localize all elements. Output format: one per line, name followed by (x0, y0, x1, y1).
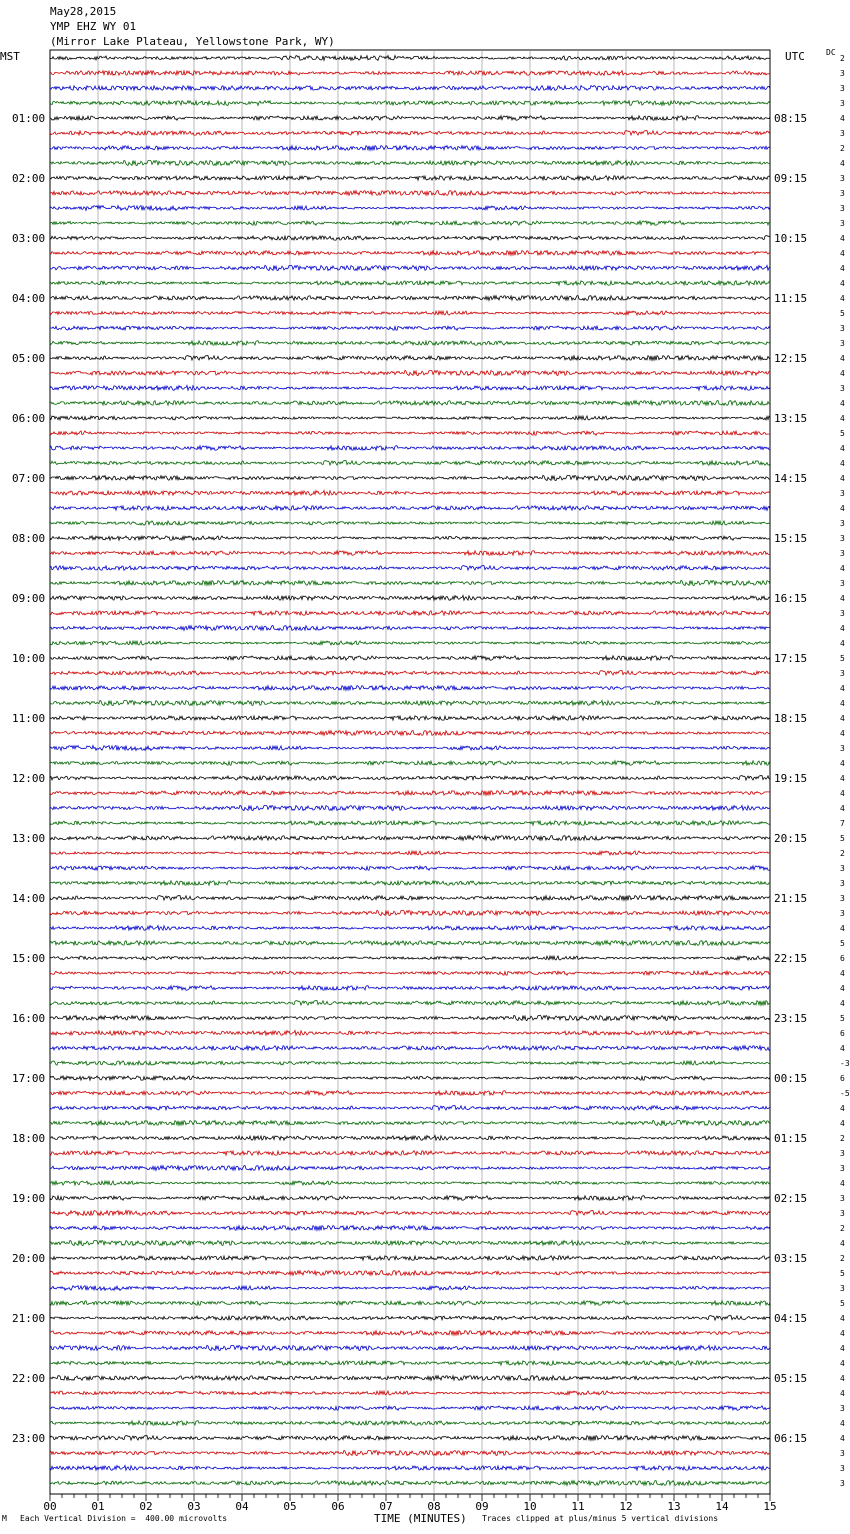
dc-offset-value: 4 (840, 804, 845, 813)
seismic-trace (50, 716, 770, 721)
dc-offset-value: 3 (840, 204, 845, 213)
right-time-label: 20:15 (774, 832, 808, 845)
dc-offset-value: 4 (840, 249, 845, 258)
dc-offset-value: 3 (840, 69, 845, 78)
x-tick-label: 13 (667, 1500, 681, 1513)
seismic-trace (50, 401, 770, 406)
seismic-trace (50, 116, 770, 120)
dc-offset-value: 4 (840, 1314, 845, 1323)
right-time-label: 09:15 (774, 172, 808, 185)
x-tick-label: 04 (235, 1500, 249, 1513)
seismic-trace (50, 566, 770, 571)
seismic-trace (50, 1211, 770, 1216)
seismic-trace (50, 700, 770, 705)
dc-offset-value: 6 (840, 1029, 845, 1038)
dc-offset-value: 3 (840, 1149, 845, 1158)
x-tick-label: 15 (763, 1500, 777, 1513)
seismic-trace (50, 761, 770, 765)
seismic-trace (50, 1015, 770, 1020)
dc-offset-value: 4 (840, 1434, 845, 1443)
x-tick-label: 07 (379, 1500, 393, 1513)
seismic-trace (50, 281, 770, 286)
dc-offset-value: 4 (840, 1044, 845, 1053)
seismic-trace (50, 386, 770, 391)
seismic-trace (50, 971, 770, 975)
plot-frame (50, 50, 770, 1494)
dc-offset-value: 4 (840, 1119, 845, 1128)
seismic-trace (50, 941, 770, 946)
seismic-trace (50, 1151, 770, 1156)
dc-offset-value: 5 (840, 654, 845, 663)
left-time-label: 11:00 (12, 712, 46, 725)
seismic-trace (50, 1301, 770, 1305)
seismic-trace (50, 221, 770, 225)
x-tick-label: 10 (523, 1500, 537, 1513)
dc-offset-value: 7 (840, 819, 845, 828)
dc-offset-value: 3 (840, 84, 845, 93)
left-time-label: 17:00 (12, 1072, 46, 1085)
seismic-trace (50, 1166, 770, 1171)
right-time-label: 10:15 (774, 232, 808, 245)
right-time-label: 16:15 (774, 592, 808, 605)
dc-offset-value: 4 (840, 369, 845, 378)
left-time-label: 03:00 (12, 232, 46, 245)
right-time-label: 11:15 (774, 292, 808, 305)
dc-offset-value: 2 (840, 54, 845, 63)
dc-offset-value: 4 (840, 459, 845, 468)
dc-offset-value: 4 (840, 474, 845, 483)
x-tick-label: 12 (619, 1500, 633, 1513)
dc-offset-value: 5 (840, 939, 845, 948)
dc-offset-value: 4 (840, 984, 845, 993)
dc-offset-header: DC (826, 48, 836, 57)
dc-offset-value: 3 (840, 534, 845, 543)
left-time-label: 07:00 (12, 472, 46, 485)
dc-offset-value: 5 (840, 834, 845, 843)
dc-offset-value: 6 (840, 1074, 845, 1083)
seismic-trace (50, 791, 770, 796)
seismic-trace (50, 776, 770, 781)
dc-offset-value: -5 (840, 1089, 850, 1098)
seismic-trace (50, 311, 770, 315)
clip-note: Traces clipped at plus/minus 5 vertical divisions (482, 1514, 719, 1523)
seismic-trace (50, 1091, 770, 1095)
right-time-label: 00:15 (774, 1072, 808, 1085)
dc-offset-value: 5 (840, 1269, 845, 1278)
dc-offset-value: 4 (840, 639, 845, 648)
seismic-trace (50, 1226, 770, 1231)
seismic-trace (50, 1256, 770, 1261)
dc-offset-value: 3 (840, 579, 845, 588)
left-time-label: 14:00 (12, 892, 46, 905)
seismic-trace (50, 611, 770, 616)
dc-offset-value: 3 (840, 489, 845, 498)
right-time-label: 21:15 (774, 892, 808, 905)
seismic-trace (50, 1240, 770, 1245)
dc-offset-value: 3 (840, 1284, 845, 1293)
dc-offset-value: 3 (840, 99, 845, 108)
seismic-trace (50, 446, 770, 450)
seismic-trace (50, 506, 770, 511)
seismic-trace (50, 686, 770, 691)
seismic-trace (50, 1136, 770, 1141)
seismic-trace (50, 146, 770, 151)
dc-offset-value: 3 (840, 339, 845, 348)
dc-offset-value: 3 (840, 1479, 845, 1488)
dc-offset-value: 4 (840, 1104, 845, 1113)
right-time-label: 14:15 (774, 472, 808, 485)
dc-offset-value: 5 (840, 1299, 845, 1308)
dc-offset-value: 3 (840, 864, 845, 873)
dc-offset-value: 4 (840, 999, 845, 1008)
dc-offset-value: 4 (840, 684, 845, 693)
seismic-trace (50, 1466, 770, 1471)
x-tick-label: 06 (331, 1500, 345, 1513)
x-tick-label: 00 (43, 1500, 57, 1513)
dc-offset-value: 4 (840, 114, 845, 123)
right-time-label: 23:15 (774, 1012, 808, 1025)
seismic-trace (50, 1076, 770, 1080)
seismic-trace (50, 746, 770, 751)
right-time-label: 22:15 (774, 952, 808, 965)
seismic-trace (50, 131, 770, 136)
left-time-label: 22:00 (12, 1372, 46, 1385)
dc-offset-value: 4 (840, 234, 845, 243)
seismic-trace (50, 71, 770, 76)
seismic-trace (50, 1271, 770, 1276)
left-time-label: 15:00 (12, 952, 46, 965)
dc-offset-value: 3 (840, 324, 845, 333)
left-time-label: 01:00 (12, 112, 46, 125)
seismic-trace (50, 160, 770, 165)
left-time-label: 10:00 (12, 652, 46, 665)
dc-offset-value: 4 (840, 294, 845, 303)
seismic-trace (50, 596, 770, 601)
seismic-trace (50, 326, 770, 330)
left-time-label: 23:00 (12, 1432, 46, 1445)
dc-offset-value: 4 (840, 264, 845, 273)
seismic-trace (50, 251, 770, 256)
dc-offset-value: 2 (840, 1254, 845, 1263)
seismic-trace (50, 580, 770, 585)
dc-offset-value: 3 (840, 609, 845, 618)
dc-offset-value: 5 (840, 1014, 845, 1023)
seismic-trace (50, 881, 770, 885)
dc-offset-value: 3 (840, 174, 845, 183)
seismic-trace (50, 1391, 770, 1395)
seismic-trace (50, 731, 770, 736)
seismic-trace (50, 356, 770, 361)
dc-offset-value: 4 (840, 969, 845, 978)
seismic-trace (50, 1286, 770, 1291)
left-timezone-label: MST (0, 50, 20, 63)
left-time-label: 09:00 (12, 592, 46, 605)
dc-offset-value: 4 (840, 279, 845, 288)
seismic-trace (50, 491, 770, 496)
seismic-trace (50, 1316, 770, 1321)
dc-offset-value: 5 (840, 309, 845, 318)
dc-offset-value: 4 (840, 414, 845, 423)
right-time-label: 04:15 (774, 1312, 808, 1325)
seismic-trace (50, 626, 770, 631)
right-time-label: 06:15 (774, 1432, 808, 1445)
seismic-trace (50, 1361, 770, 1366)
seismic-trace (50, 926, 770, 931)
seismic-trace (50, 1001, 770, 1006)
seismic-trace (50, 656, 770, 660)
dc-offset-value: 3 (840, 744, 845, 753)
dc-offset-value: 3 (840, 1164, 845, 1173)
x-tick-label: 05 (283, 1500, 297, 1513)
dc-offset-value: 4 (840, 759, 845, 768)
seismic-trace (50, 986, 770, 990)
x-tick-label: 01 (91, 1500, 105, 1513)
seismic-trace (50, 521, 770, 525)
dc-offset-value: 4 (840, 1419, 845, 1428)
seismic-trace (50, 805, 770, 810)
right-time-label: 01:15 (774, 1132, 808, 1145)
seismic-trace (50, 265, 770, 270)
seismic-trace (50, 1345, 770, 1350)
dc-offset-value: 4 (840, 399, 845, 408)
dc-offset-value: 4 (840, 159, 845, 168)
vertical-scale-note: Each Vertical Division = 400.00 microvolts (20, 1514, 228, 1523)
seismic-trace (50, 956, 770, 960)
dc-offset-value: 3 (840, 1464, 845, 1473)
x-tick-label: 08 (427, 1500, 441, 1513)
dc-offset-value: 3 (840, 1404, 845, 1413)
seismic-trace (50, 416, 770, 420)
dc-offset-value: 2 (840, 144, 845, 153)
x-tick-label: 09 (475, 1500, 489, 1513)
seismic-trace (50, 341, 770, 345)
dc-offset-value: 4 (840, 624, 845, 633)
seismic-trace (50, 1196, 770, 1200)
seismic-trace (50, 1331, 770, 1336)
seismic-trace (50, 1061, 770, 1065)
seismic-trace (50, 1481, 770, 1486)
dc-offset-value: 4 (840, 1389, 845, 1398)
right-time-label: 13:15 (774, 412, 808, 425)
seismic-trace (50, 176, 770, 181)
left-time-label: 13:00 (12, 832, 46, 845)
dc-offset-value: 4 (840, 1374, 845, 1383)
x-tick-label: 02 (139, 1500, 153, 1513)
seismic-trace (50, 370, 770, 375)
dc-offset-value: 3 (840, 189, 845, 198)
seismic-trace (50, 206, 770, 211)
left-time-label: 18:00 (12, 1132, 46, 1145)
seismic-trace (50, 56, 770, 61)
x-axis-title: TIME (MINUTES) (374, 1512, 467, 1525)
seismic-trace (50, 910, 770, 915)
right-time-label: 18:15 (774, 712, 808, 725)
dc-offset-value: 4 (840, 1359, 845, 1368)
dc-offset-value: 3 (840, 879, 845, 888)
dc-offset-value: 4 (840, 564, 845, 573)
seismic-trace (50, 475, 770, 480)
seismic-trace (50, 86, 770, 91)
seismic-trace (50, 1046, 770, 1051)
seismic-trace (50, 1376, 770, 1381)
right-time-label: 12:15 (774, 352, 808, 365)
dc-offset-value: 2 (840, 1224, 845, 1233)
seismic-trace (50, 671, 770, 676)
dc-offset-value: 3 (840, 1209, 845, 1218)
seismic-trace (50, 536, 770, 540)
dc-offset-value: 3 (840, 219, 845, 228)
right-time-label: 08:15 (774, 112, 808, 125)
dc-offset-value: 3 (840, 384, 845, 393)
x-tick-label: 14 (715, 1500, 729, 1513)
dc-offset-value: 3 (840, 549, 845, 558)
seismic-trace (50, 1450, 770, 1455)
right-time-label: 05:15 (774, 1372, 808, 1385)
dc-offset-value: 2 (840, 849, 845, 858)
left-time-label: 16:00 (12, 1012, 46, 1025)
dc-offset-value: 4 (840, 444, 845, 453)
right-time-label: 19:15 (774, 772, 808, 785)
seismic-trace (50, 1406, 770, 1410)
seismic-trace (50, 236, 770, 240)
seismic-trace (50, 1421, 770, 1425)
seismic-trace (50, 1031, 770, 1036)
dc-offset-value: 4 (840, 1239, 845, 1248)
seismic-trace (50, 101, 770, 106)
seismic-trace (50, 551, 770, 555)
right-timezone-label: UTC (785, 50, 805, 63)
left-time-label: 02:00 (12, 172, 46, 185)
dc-offset-value: 4 (840, 1344, 845, 1353)
dc-offset-value: 2 (840, 1134, 845, 1143)
left-time-label: 21:00 (12, 1312, 46, 1325)
left-time-label: 04:00 (12, 292, 46, 305)
dc-offset-value: 4 (840, 699, 845, 708)
seismic-trace (50, 836, 770, 841)
dc-offset-value: 4 (840, 924, 845, 933)
dc-offset-value: 4 (840, 774, 845, 783)
seismic-trace (50, 461, 770, 466)
dc-offset-value: 4 (840, 714, 845, 723)
seismic-trace (50, 641, 770, 645)
left-time-label: 20:00 (12, 1252, 46, 1265)
left-time-label: 06:00 (12, 412, 46, 425)
seismic-trace (50, 1181, 770, 1185)
station-location: (Mirror Lake Plateau, Yellowstone Park, WY) (50, 35, 335, 48)
seismic-trace (50, 1436, 770, 1441)
left-time-label: 19:00 (12, 1192, 46, 1205)
seismic-trace (50, 296, 770, 301)
dc-offset-value: 4 (840, 1329, 845, 1338)
left-time-label: 08:00 (12, 532, 46, 545)
dc-offset-value: -3 (840, 1059, 850, 1068)
right-time-label: 03:15 (774, 1252, 808, 1265)
dc-offset-value: 4 (840, 1179, 845, 1188)
dc-offset-value: 4 (840, 789, 845, 798)
right-time-label: 15:15 (774, 532, 808, 545)
seismic-trace (50, 431, 770, 435)
dc-offset-value: 3 (840, 1449, 845, 1458)
left-time-label: 05:00 (12, 352, 46, 365)
dc-offset-value: 3 (840, 1194, 845, 1203)
dc-offset-value: 3 (840, 519, 845, 528)
seismic-trace (50, 191, 770, 196)
dc-offset-value: 5 (840, 429, 845, 438)
x-tick-label: 11 (571, 1500, 585, 1513)
dc-offset-value: 3 (840, 909, 845, 918)
left-time-label: 12:00 (12, 772, 46, 785)
dc-offset-value: 6 (840, 954, 845, 963)
dc-offset-value: 4 (840, 354, 845, 363)
station-code: YMP EHZ WY 01 (50, 20, 137, 33)
dc-offset-value: 3 (840, 669, 845, 678)
right-time-label: 02:15 (774, 1192, 808, 1205)
right-time-label: 17:15 (774, 652, 808, 665)
dc-offset-value: 3 (840, 894, 845, 903)
seismic-trace (50, 1120, 770, 1125)
dc-offset-value: 4 (840, 504, 845, 513)
seismic-trace (50, 866, 770, 870)
seismic-trace (50, 1106, 770, 1111)
seismic-trace (50, 821, 770, 826)
dc-offset-value: 4 (840, 594, 845, 603)
plot-date: May28,2015 (50, 5, 117, 18)
corner-mark: M (2, 1514, 7, 1523)
seismic-trace (50, 896, 770, 901)
x-tick-label: 03 (187, 1500, 201, 1513)
dc-offset-value: 3 (840, 129, 845, 138)
dc-offset-value: 4 (840, 729, 845, 738)
seismic-trace (50, 851, 770, 855)
